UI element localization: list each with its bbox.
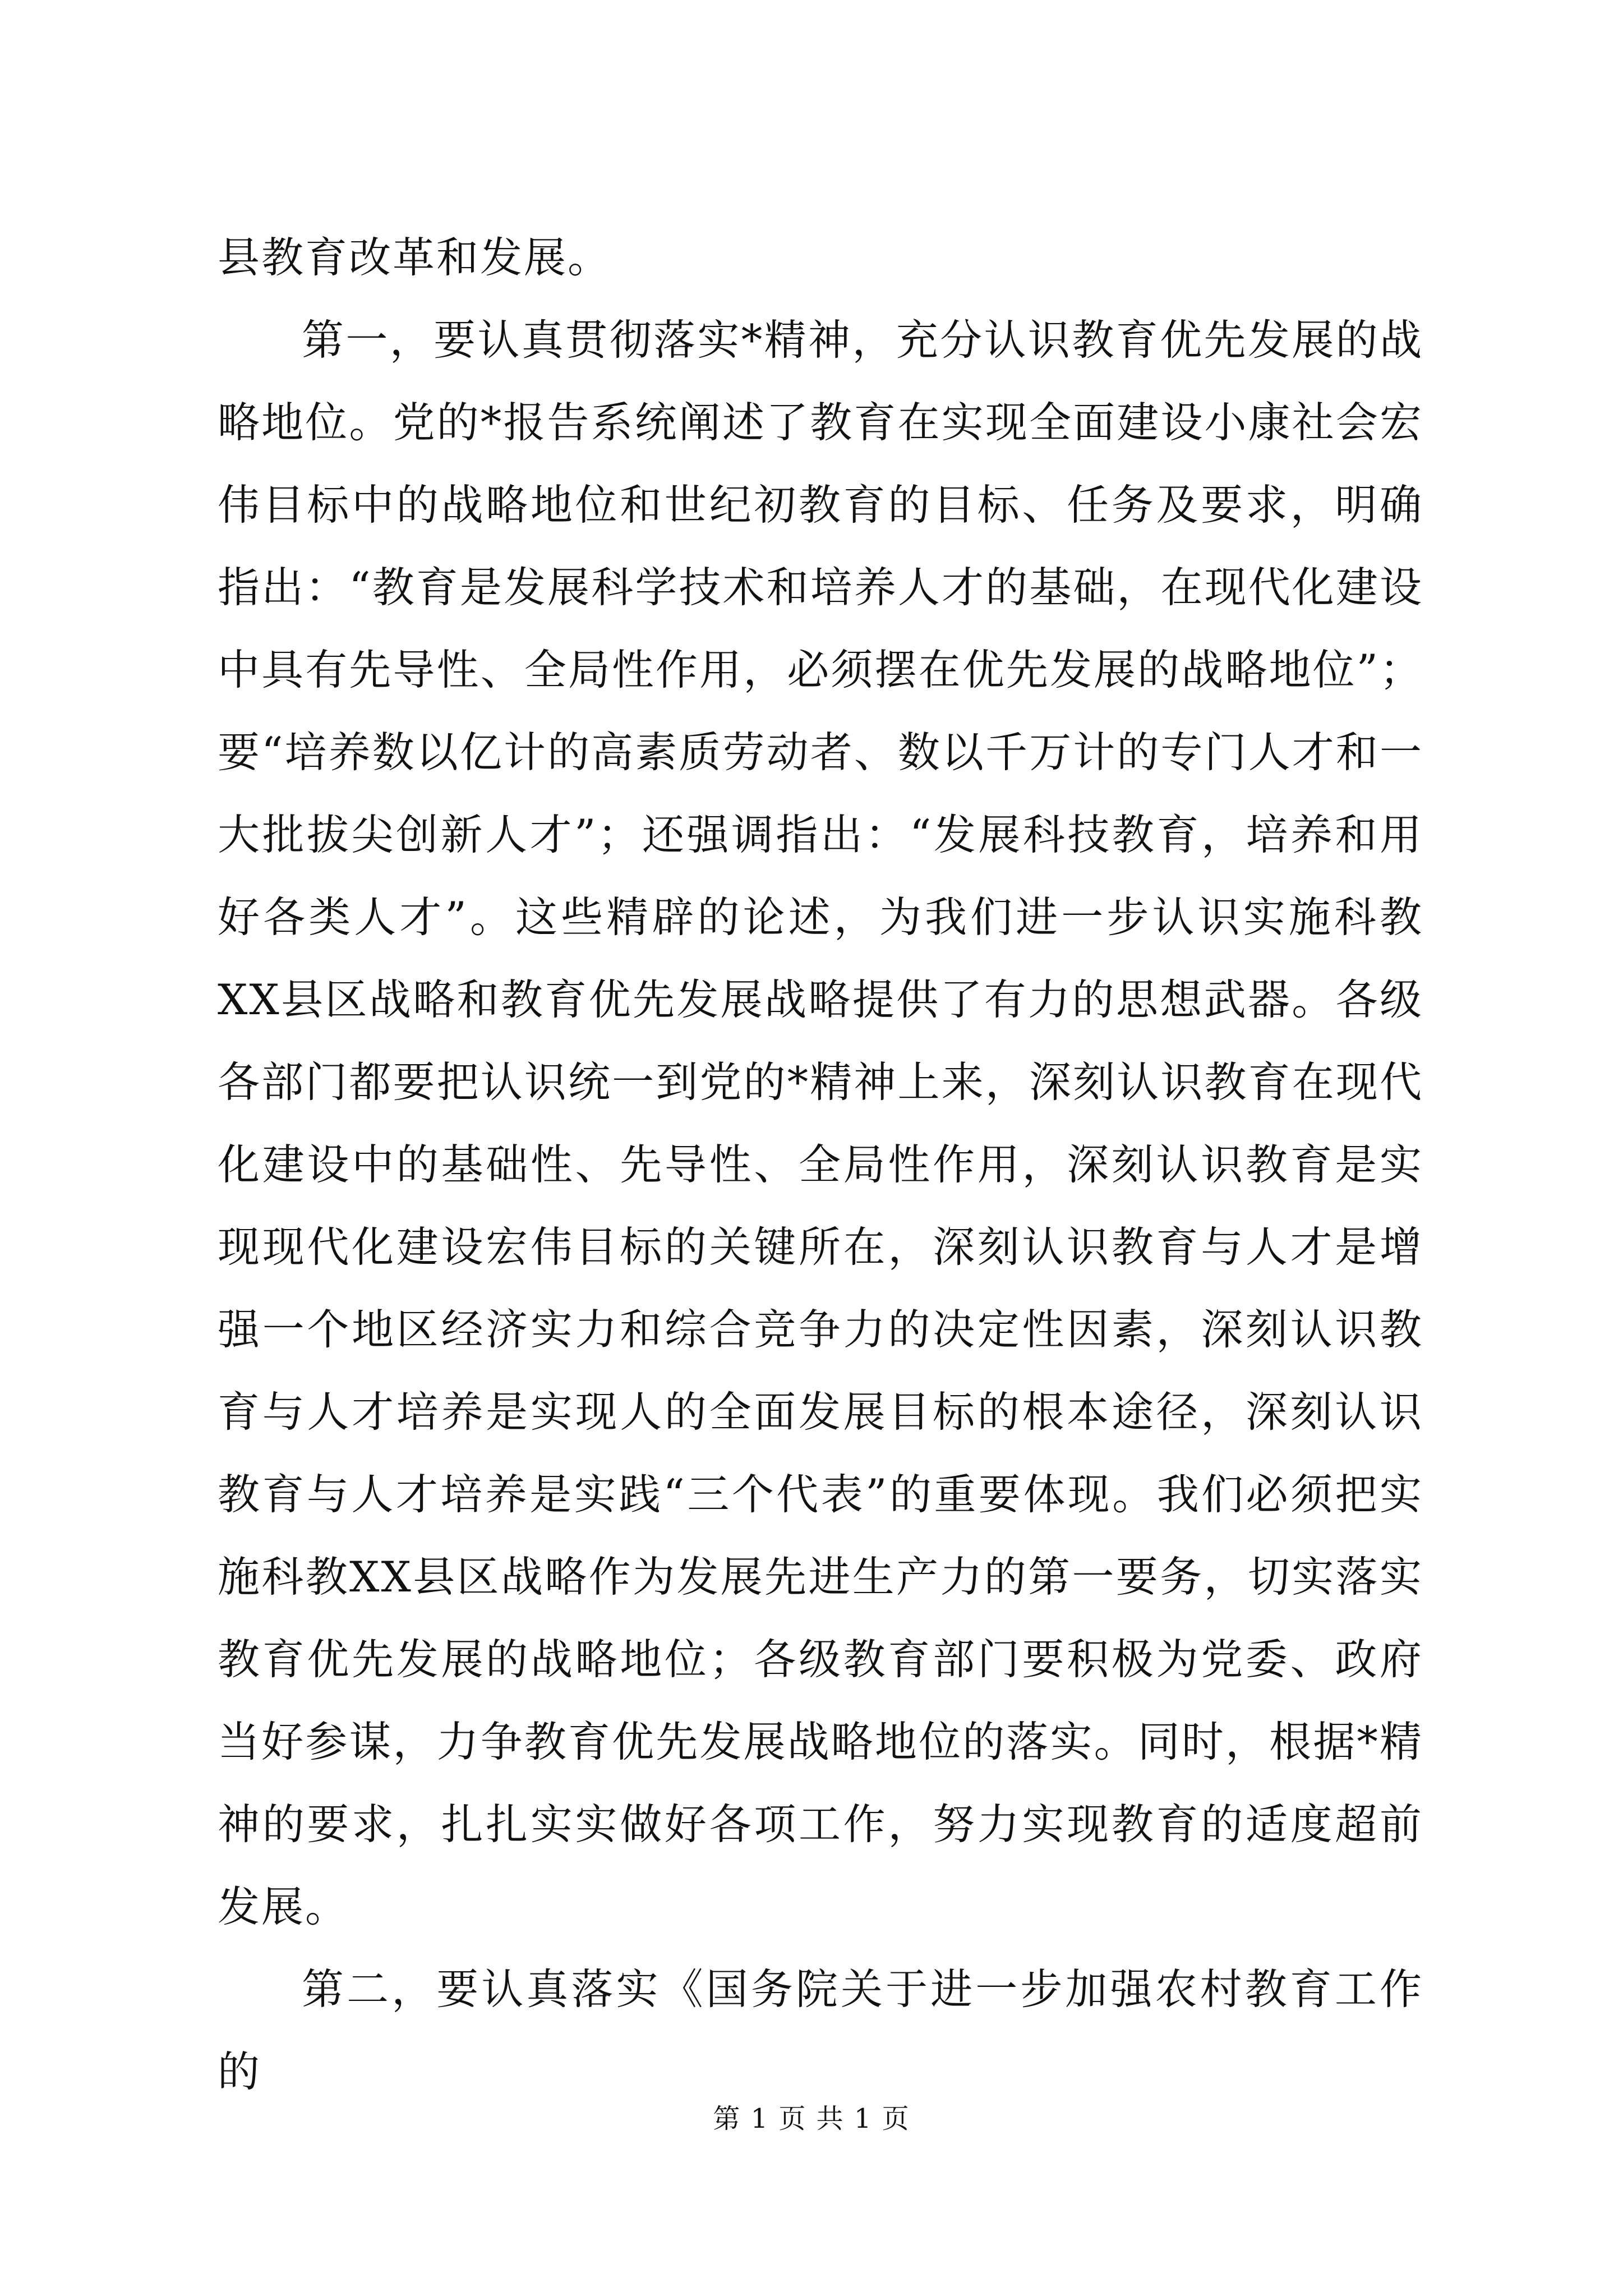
page-footer: 第 1 页 共 1 页 <box>713 2103 910 2134</box>
body-text <box>218 217 1423 2113</box>
paragraph-continuation: 县教育改革和发展。 <box>218 233 612 282</box>
paragraph-second-point: 第二，要认真落实《国务院关于进一步加强农村教育工作的 <box>218 1964 1423 2096</box>
paragraph-first-point: 第一，要认真贯彻落实*精神，充分认识教育优先发展的战略地位。党的*报告系统阐述了教育在实现全面建设小康社会宏伟目标中的战略地位和世纪初教育的目标、任务及要求，明确指出：“教育是发展科学技术和培养人才的基础，在现代化建设中具有先导性、全局性作用，必须摆在优先发展的战略地位”；要“培养数以亿计的高素质劳动者、数以千万计的专门人才和一大批拔尖创新人才”；还强调指出：“发展科技教育，培养和用好各类人才”。这些精辟的论述，为我们进一步认识实施科教XX县区战略和教育优先发展战略提供了有力的思想武器。各级各部门都要把认识统一到党的*精神上来，深刻认识教育在现代化建设中的基础性、先导性、全局性作用，深刻认识教育是实现现代化建设宏伟目标的关键所在，深刻认识教育与人才是增强一个地区经济实力和综合竞争力的决定性因素，深刻认识教育与人才培养是实现人的全面发展目标的根本途径，深刻认识教育与人才培养是实践“三个代表”的重要体现。我们必须把实施科教XX县区战略作为发展先进生产力的第一要务，切实落实教育优先发展的战略地位；各级教育部门要积极为党委、政府当好参谋，力争教育优先发展战略地位的落实。同时，根据*精神的要求，扎扎实实做好各项工作，努力实现教育的适度超前发展。 <box>218 315 1423 1931</box>
